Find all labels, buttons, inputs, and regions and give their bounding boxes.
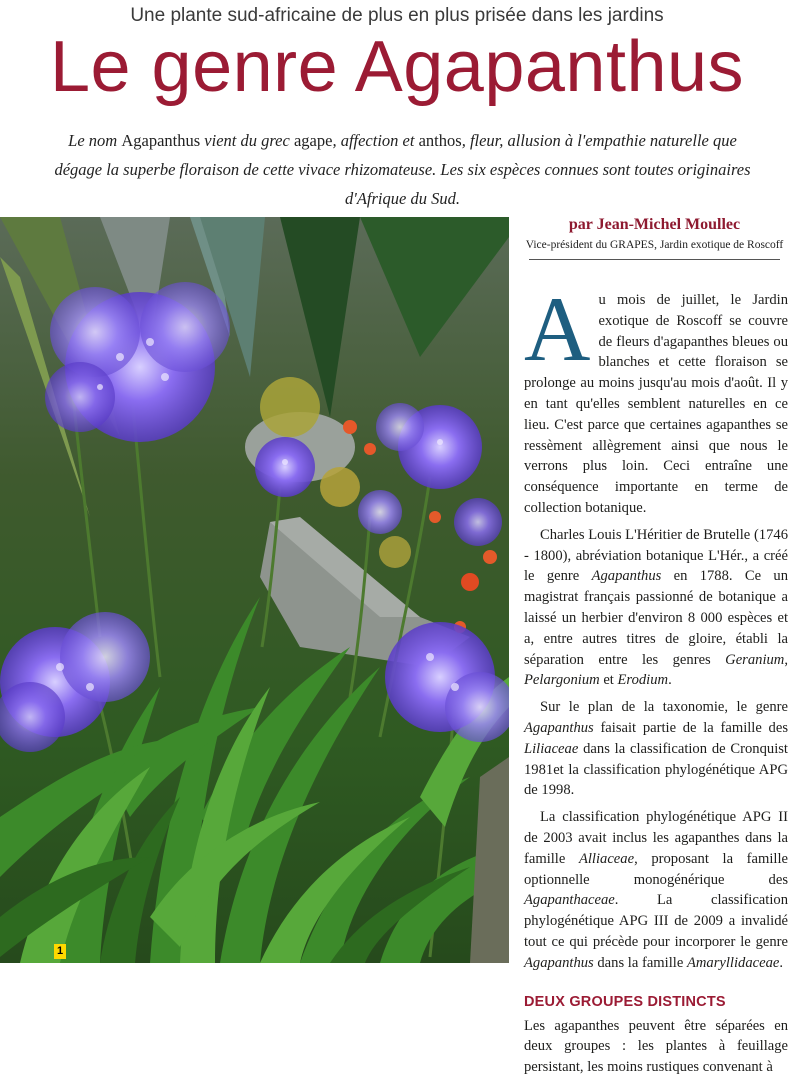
author: par Jean-Michel Moullec — [568, 216, 741, 233]
paragraph: Au mois de juillet, le Jardin exotique de Roscoff se couvre de fleurs d'agapanthes bleues ou blanches et cette floraison se prolonge au moins jusqu'au mois d'août. Il y en tant qu'elles semblent naturelles en ce lieu. C'est parce que certaines agapanthes se ressèment allègrement ainsi que nous le verrons plus loin. Ceci entraîne une conséquence importante en terme de collection botanique. — [524, 278, 788, 516]
agapanthus-photo — [0, 217, 509, 963]
page-title: Le genre Agapanthus — [49, 27, 745, 107]
kicker: Une plante sud-africaine de plus en plus prisée dans les jardins — [130, 5, 664, 26]
paragraph: Charles Louis L'Héritier de Brutelle (1746 - 1800), abréviation botanique L'Hér., a créé le genre Agapanthus en 1788. Ce un magistrat français passionné de botanique a laissé un herbier d'environ 8 000 espèces et a, entre autres titres de gloire, établi la séparation entre les genres Geranium, Pelargonium et Erodium. — [524, 526, 788, 689]
photo-number: 1 — [54, 944, 66, 959]
paragraph: Sur le plan de la taxonomie, le genre Agapanthus faisait partie de la famille des Liliaceae dans la classification de Cronquist 1981et la classification phylogénétique APG de 1998. — [524, 699, 788, 799]
byline — [515, 214, 794, 260]
drop-cap: A — [524, 278, 591, 380]
lede: Le nom Agapanthus vient du grec agape, affection et anthos, fleur, allusion à l'empathie naturelle que dégage la superbe floraison de cette vivace rhizomateuse. Les six espèces connues sont toutes originaires d'Afrique du Sud. — [54, 131, 751, 208]
section-heading: DEUX GROUPES DISTINCTS — [524, 993, 726, 1010]
byline-rule — [529, 259, 780, 260]
article-column — [524, 278, 788, 1078]
paragraph: La classification phylogénétique APG II de 2003 avait inclus les agapanthes dans la famille Alliaceae, proposant la famille optionnelle monogénérique des Agapanthaceae. La classification phylogénétique APG III de 2009 a invalidé tout ce qui précède pour incorporer le genre Agapanthus dans la famille Amaryllidaceae. — [524, 809, 788, 971]
author-role: Vice-président du GRAPES, Jardin exotique de Roscoff — [525, 239, 784, 251]
paragraph: Les agapanthes peuvent être séparées en deux groupes : les plantes à feuillage persistant, les moins rustiques convenant à — [524, 1017, 788, 1076]
